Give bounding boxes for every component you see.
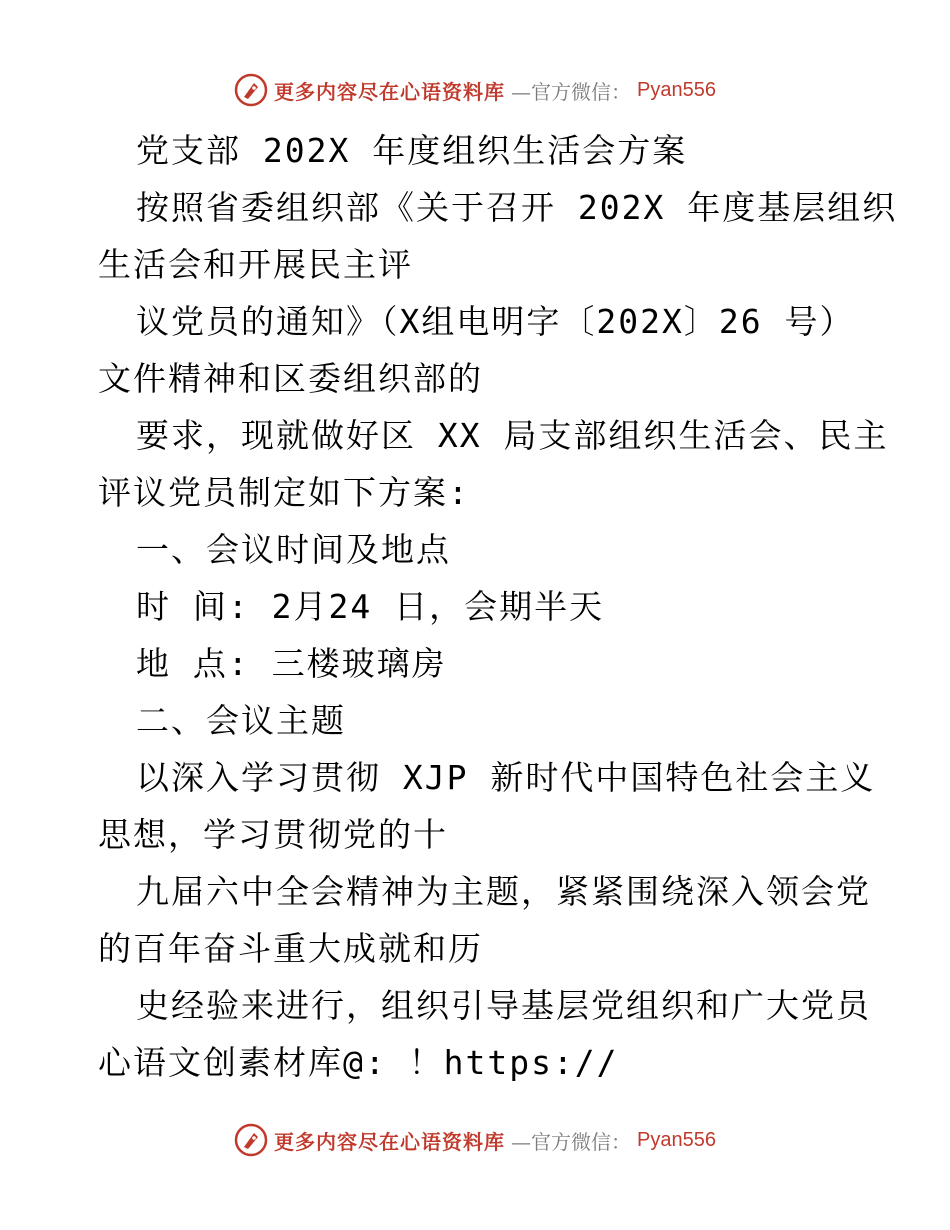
document-title: 党支部 202X 年度组织生活会方案 — [136, 131, 688, 170]
paragraph-line: 史经验来进行，组织引导基层党组织和广大党员 — [136, 986, 871, 1025]
footer-banner-content — [234, 1123, 716, 1157]
footer-banner-handle: Pyan556 — [637, 1128, 716, 1151]
section-heading-time-place: 一、会议时间及地点 — [136, 530, 451, 569]
pen-nib-seal-icon — [234, 73, 268, 107]
document-body — [98, 122, 898, 1091]
paragraph-line: 的百年奋斗重大成就和历 — [98, 929, 483, 968]
header-banner-content — [234, 73, 716, 107]
header-banner-handle: Pyan556 — [637, 78, 716, 101]
paragraph-line: 九届六中全会精神为主题，紧紧围绕深入领会党 — [136, 872, 871, 911]
paragraph-line: 生活会和开展民主评 — [98, 245, 413, 284]
footer-banner — [0, 1120, 950, 1160]
paragraph-line: 思想，学习贯彻党的十 — [98, 815, 448, 854]
paragraph-line: 评议党员制定如下方案: — [98, 473, 470, 512]
header-banner-main-text: 更多内容尽在心语资料库 — [274, 79, 506, 104]
meeting-time: 时 间: 2月24 日，会期半天 — [136, 587, 605, 626]
header-banner — [0, 70, 950, 110]
paragraph-line: 议党员的通知》（X组电明字〔202X〕26 号） — [136, 302, 855, 341]
pen-nib-seal-icon — [234, 1123, 268, 1157]
paragraph-line: 文件精神和区委组织部的 — [98, 359, 483, 398]
paragraph-line: 按照省委组织部《关于召开 202X 年度基层组织 — [136, 188, 898, 227]
section-heading-theme: 二、会议主题 — [136, 701, 346, 740]
paragraph-line: 以深入学习贯彻 XJP 新时代中国特色社会主义 — [136, 758, 876, 797]
header-banner-separator-text: —官方微信： — [511, 79, 632, 104]
source-line: 心语文创素材库@: ！https:// — [98, 1043, 619, 1082]
meeting-place: 地 点: 三楼玻璃房 — [136, 644, 447, 683]
paragraph-line: 要求，现就做好区 XX 局支部组织生活会、民主 — [136, 416, 889, 455]
footer-banner-separator-text: —官方微信： — [511, 1129, 632, 1154]
footer-banner-main-text: 更多内容尽在心语资料库 — [274, 1129, 506, 1154]
